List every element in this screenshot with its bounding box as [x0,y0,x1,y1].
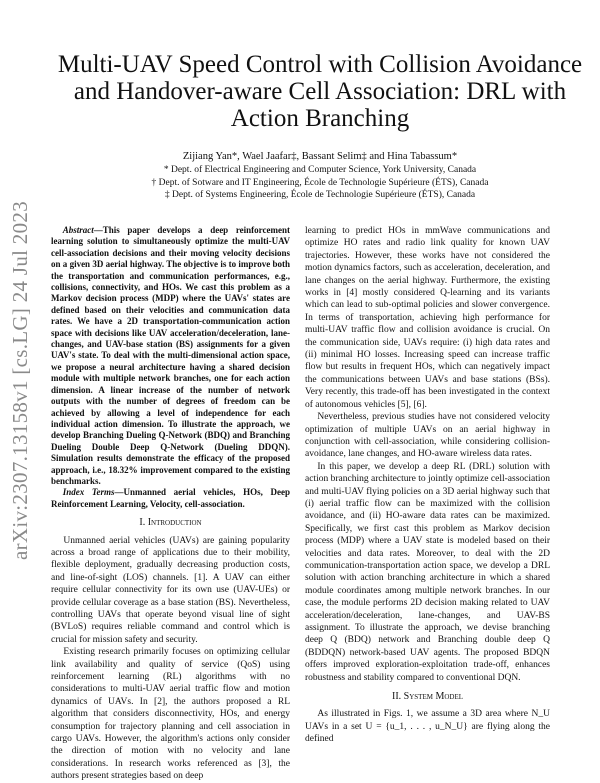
arxiv-id: arXiv:2307.13158v1 [cs.LG] 24 Jul 2023 [8,200,33,560]
abstract-label: Abstract [62,225,94,235]
arxiv-stamp [4,170,38,590]
right-paragraph-2: Nevertheless, previous studies have not considered velocity optimization of multiple UAVs on an aerial highway in conjunction with cell-association, while considering collision-avoidance, lane changes, and HO-aware wireless data rates. [305,412,550,460]
right-column [305,225,550,746]
affiliations [40,164,600,202]
index-terms-label: Index Terms [62,487,115,498]
right-paragraph-3: In this paper, we develop a deep RL (DRL) solution with action branching architecture to jointly optimize cell-association and multi-UAV flying policies on a 3D aerial highway such that (i) aerial traffic flow can be maximized with the collision avoidance, and (ii) HO-aware data rates can be maximized. Specifically, we first cast this problem as Markov decision process (MDP) where a UAV state is modeled based on their velocities and data rates. Moreover, to deal with the 2D communication-transportation action space, we develop a DRL solution with action branching architecture in which a shared module coordinates among multiple network branches. In our case, the module performs 2D decision making related to UAV acceleration/deceleration, lane-changes, and UAV-BS assignment. To illustrate the approach, we devise branching deep Q (BDQ) network and Branching double deep Q (BDDQN) network-based UAV agents. The proposed BDQN offers improved exploration-exploitation trade-off, enhances robustness and stability compared to conventional DQN. [305,461,550,683]
index-terms-text: —Unmanned aerial vehicles, HOs, Deep Reinforcement Learning, Velocity, cell-association. [51,487,290,509]
right-paragraph-1: learning to predict HOs in mmWave communications and optimize HO rates and radio link quality for known UAV trajectories. However, these works have not considered the motion dynamics factors, such as acceleration, deceleration, and lane changes on the aerial highway. Furthermore, the existing works in [4] mostly considered Q-learning and its variants which can lead to sub-optimal policies and slower convergence. In terms of transportation, achieving high performance for multi-UAV traffic flow and collision avoidance is crucial. On the communication side, UAVs require: (i) high data rates and (ii) minimal HO losses. Increasing speed can increase traffic flow but results in frequent HOs, which can negatively impact the communications between UAVs and base stations (BSs). Very recently, this trade-off has been investigated in the context of autonomous vehicles [5], [6]. [305,226,550,410]
affiliation-ets-software: † Dept. of Sotware and IT Engineering, École de Technologie Supérieure (ÉTS), Canada [151,177,489,188]
section-heading-system-model: II. System Model [392,691,463,703]
author-list: Zijiang Yan*, Wael Jaafar‡, Bassant Selim‡ and Hina Tabassum* [182,151,458,162]
system-model-paragraph-1: As illustrated in Figs. 1, we assume a 3D area where N_U UAVs in a set U = {u_1, . . . , u_N_U} are flying along the defined [305,709,550,745]
abstract-text: —This paper develops a deep reinforcement learning solution to simultaneously optimize the multi-UAV cell-association decisions and their moving velocity decisions on a given 3D aerial highway. The objective is to improve both the transportation and communication performances, e.g., collisions, connectivity, and HOs. We cast this problem as a Markov decision process (MDP) where the UAVs' states are defined based on their velocities and communication data rates. We have a 2D transportation-communication action space with decisions like UAV acceleration/deceleration, lane-changes, and UAV-base station (BS) assignments for a given UAV's state. To deal with the multi-dimensional action space, we propose a neural architecture having a shared decision module with multiple network branches, one for each action dimension. A linear increase of the number of network outputs with the number of degrees of freedom can be achieved by allowing a level of independence for each individual action dimension. To illustrate the approach, we develop Branching Dueling Q-Network (BDQ) and Branching Dueling Double Deep Q-Network (Dueling DDQN). Simulation results demonstrate the efficacy of the proposed approach, i.e., 18.32% improvement compared to the existing benchmarks. [51,225,290,486]
intro-paragraph-1: Unmanned aerial vehicles (UAVs) are gaining popularity across a broad range of applications due to their mobility, flexible deployment, gradually decreasing production costs, and line-of-sight (LOS) channels. [1]. A UAV can either require cellular connectivity for its own use (UAV-UEs) or provide cellular coverage as a base station (BS). Nevertheless, controlling UAVs that operate beyond visual line of sight (BVLoS) requires reliable command and control which is crucial for mission safety and security. [51,535,290,645]
paper-title: Multi-UAV Speed Control with Collision Avoidance and Handover-aware Cell Association: DRL with Action Branching [57,51,583,132]
abstract [51,225,290,487]
left-column [51,225,290,783]
section-heading-introduction: I. Introduction [139,517,202,529]
affiliation-york: * Dept. of Electrical Engineering and Computer Science, York University, Canada [163,165,477,175]
index-terms [51,487,290,510]
intro-paragraph-2: Existing research primarily focuses on optimizing cellular link availability and quality of service (QoS) using reinforcement learning (RL) algorithms with no considerations to multi-UAV aerial traffic flow and motion dynamics of UAVs. In [2], the authors proposed a RL algorithm that considers disconnectivity, HOs, and energy consumption for trajectory planning and cell association in cargo UAVs. However, the algorithm's actions only consider the direction of motion with no velocity and lane considerations. In research works referenced as [3], the authors present strategies based on deep [51,647,290,782]
affiliation-ets-systems: ‡ Dept. of Systems Engineering, École de Technologie Supérieure (ÉTS), Canada [164,190,476,200]
